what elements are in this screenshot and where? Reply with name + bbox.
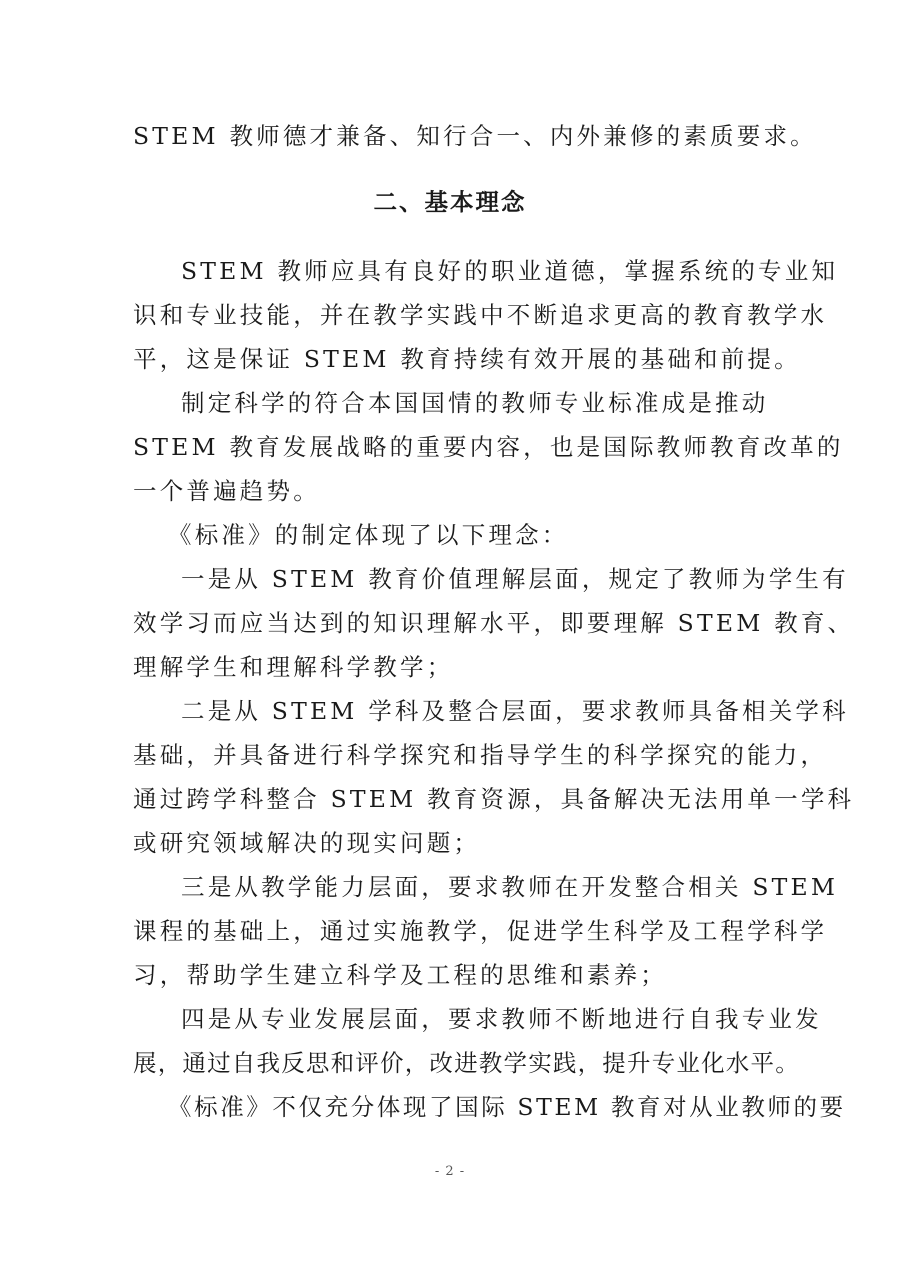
text-line: 理解学生和理解科学教学； — [133, 653, 454, 681]
text-line: 课程的基础上，通过实施教学，促进学生科学及工程学科学 — [133, 917, 828, 945]
text-line: 《标准》不仅充分体现了国际 STEM 教育对从业教师的要 — [168, 1093, 846, 1121]
text-line: 展，通过自我反思和评价，改进教学实践，提升专业化水平。 — [133, 1049, 800, 1077]
text-line: 通过跨学科整合 STEM 教育资源，具备解决无法用单一学科 — [133, 785, 855, 813]
text-line: 基础，并具备进行科学探究和指导学生的科学探究的能力， — [133, 741, 828, 769]
page-number: - 2 - — [434, 1164, 466, 1179]
text-line: 效学习而应当达到的知识理解水平，即要理解 STEM 教育、 — [133, 609, 855, 637]
text-line: 一是从 STEM 教育价值理解层面，规定了教师为学生有 — [181, 565, 849, 593]
text-line: 三是从教学能力层面，要求教师在开发整合相关 STEM — [181, 873, 839, 901]
text-line: 习，帮助学生建立科学及工程的思维和素养； — [133, 961, 667, 989]
text-line: STEM 教师德才兼备、知行合一、内外兼修的素质要求。 — [133, 122, 817, 150]
text-line: 或研究领域解决的现实问题； — [133, 829, 481, 857]
text-line: 识和专业技能，并在教学实践中不断追求更高的教育教学水 — [133, 301, 828, 329]
section-heading: 二、基本理念 — [373, 188, 527, 216]
text-line: 四是从专业发展层面，要求教师不断地进行自我专业发 — [181, 1005, 822, 1033]
text-line: 平，这是保证 STEM 教育持续有效开展的基础和前提。 — [133, 345, 801, 373]
text-line: 一个普遍趋势。 — [133, 477, 320, 505]
text-line: 《标准》的制定体现了以下理念： — [168, 521, 569, 549]
text-line: 二是从 STEM 学科及整合层面，要求教师具备相关学科 — [181, 697, 849, 725]
text-line: 制定科学的符合本国国情的教师专业标准成是推动 — [181, 389, 769, 417]
text-line: STEM 教育发展战略的重要内容，也是国际教师教育改革的 — [133, 433, 844, 461]
text-line: STEM 教师应具有良好的职业道德，掌握系统的专业知 — [181, 257, 839, 285]
